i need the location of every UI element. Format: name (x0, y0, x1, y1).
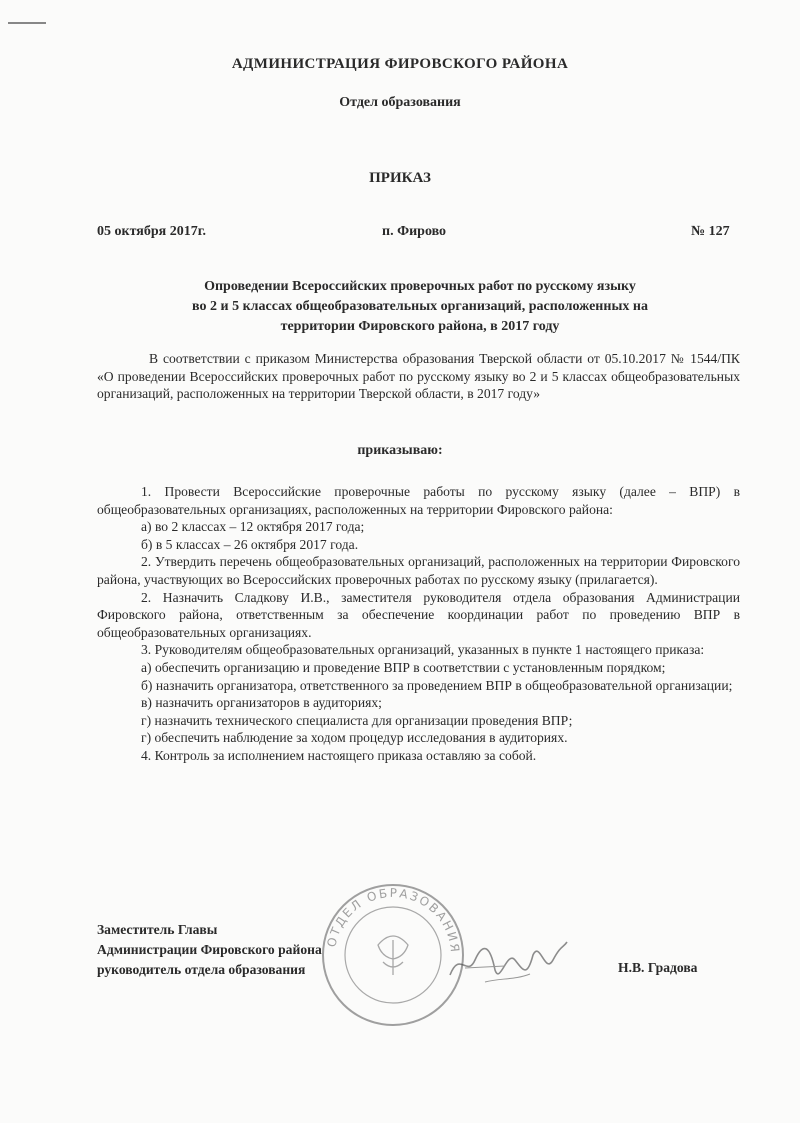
subitem-paragraph: а) обеспечить организацию и проведение ВПР в соответствии с установленным порядком; (141, 659, 666, 675)
signer-position-line: Заместитель Главы (97, 922, 218, 937)
handwritten-signature (445, 930, 570, 990)
order-items (97, 483, 740, 765)
preamble-paragraph: В соответствии с приказом Министерства образования Тверской области от 05.10.2017 № 1544/ПК «О проведении Всероссийских проверочных работ по русскому языку во 2 и 5 классах общеобразовательных организаций, расположенных на территории Тверской области, в 2017 году» (97, 351, 740, 402)
scan-mark (8, 22, 46, 24)
subject-line: во 2 и 5 классах общеобразовательных организаций, расположенных на (192, 299, 648, 314)
subitem-paragraph: г) обеспечить наблюдение за ходом процедур исследования в аудиториях. (141, 730, 568, 746)
decree-word: приказываю: (357, 443, 443, 458)
signature-block (97, 920, 322, 980)
subitem-paragraph: г) назначить технического специалиста для организации проведения ВПР; (141, 712, 573, 728)
subitem-paragraph: б) назначить организатора, ответственного за проведением ВПР в общеобразовательной организации; (141, 677, 733, 693)
item-paragraph: 2. Назначить Сладкову И.В., заместителя руководителя отдела образования Администрации Фировского района, ответственным за обеспечение координации работ по проведению ВПР в общеобразовательных организациях. (97, 589, 740, 640)
organization-title: АДМИНИСТРАЦИЯ ФИРОВСКОГО РАЙОНА (231, 56, 569, 72)
signer-name: Н.В. Градова (618, 960, 698, 975)
subject-line: территории Фировского района, в 2017 году (280, 319, 560, 334)
department-title: Отдел образования (339, 95, 461, 110)
document-place: п. Фирово (382, 224, 447, 239)
signer-position-line: Администрации Фировского района (97, 942, 322, 957)
document-type: ПРИКАЗ (369, 170, 431, 186)
document-date: 05 октября 2017г. (97, 224, 206, 239)
document-number: № 127 (691, 224, 730, 239)
subitem-paragraph: б) в 5 классах – 26 октября 2017 года. (141, 536, 359, 552)
subject-line: Опроведении Всероссийских проверочных работ по русскому языку (204, 279, 636, 294)
item-paragraph: 3. Руководителям общеобразовательных организаций, указанных в пункте 1 настоящего приказа: (141, 642, 705, 658)
item-paragraph: 1. Провести Всероссийские проверочные работы по русскому языку (далее – ВПР) в общеобразовательных организациях, расположенных на территории Фировского района: (97, 484, 740, 517)
signer-position-line: руководитель отдела образования (97, 962, 306, 977)
subitem-paragraph: в) назначить организаторов в аудиториях; (141, 695, 382, 711)
document-subject (160, 277, 680, 337)
svg-text:ОТДЕЛ ОБРАЗОВАНИЯ: ОТДЕЛ ОБРАЗОВАНИЯ (324, 885, 463, 955)
item-paragraph: 2. Утвердить перечень общеобразовательных организаций, расположенных на территории Фировского района, участвующих во Всероссийских проверочных работах по русскому языку (прилагается). (97, 554, 740, 587)
item-paragraph: 4. Контроль за исполнением настоящего приказа оставляю за собой. (141, 747, 537, 763)
subitem-paragraph: а) во 2 классах – 12 октября 2017 года; (141, 519, 365, 535)
